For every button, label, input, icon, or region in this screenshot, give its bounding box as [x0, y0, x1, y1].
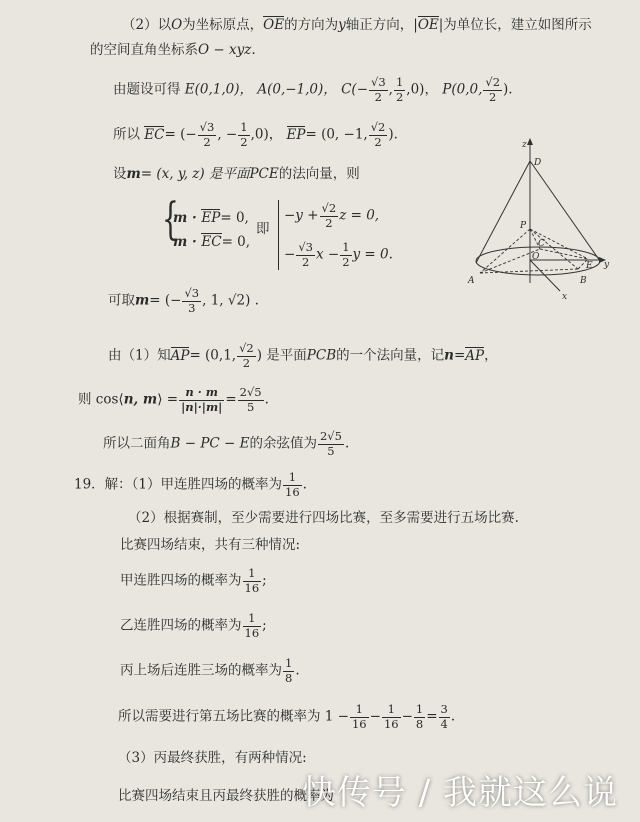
vector-EC: EC [144, 126, 165, 143]
fraction: $\frac{√3}{2}$ [298, 240, 313, 269]
fraction: $\frac{1}{16}$ [244, 566, 260, 595]
point-P: P(0,0, [442, 81, 483, 98]
fraction: $\frac{√3}{3}$ [184, 286, 200, 315]
text: |为单位长，建立如图所示 [438, 17, 592, 33]
fraction: $\frac{√3}{2}$ [371, 75, 386, 104]
label-O: O [532, 252, 540, 262]
paragraph-coordinate-system [90, 44, 256, 58]
label-y: y [604, 260, 610, 270]
problem-19-part1: 19．解：（1）甲连胜四场的概率为 $\frac{1}{16}$ . [74, 470, 307, 499]
fraction: $\frac{1}{8}$ [285, 656, 293, 685]
label-A: A [468, 276, 475, 286]
case-yi: 乙连胜四场的概率为 $\frac{1}{16}$ ; [120, 611, 267, 640]
text: 的空间直角坐标系 [90, 42, 198, 58]
label-E: E [586, 261, 593, 271]
vector-OE: OE [417, 17, 439, 33]
math-m: m [126, 166, 141, 182]
fraction: $\frac{1}{16}$ [351, 702, 367, 731]
label-C: C [538, 239, 545, 249]
text: 的方向为 [284, 17, 339, 33]
paragraph-cosine: 则 cos⟨n, m⟩ = $\frac{n \cdot m}{|n|\cdot|m|}$ = $\frac{2√5}{5}$ . [78, 385, 269, 414]
label-x: x [562, 292, 568, 302]
paragraph-dihedral-answer: 所以二面角B − PC − E的余弦值为 $\frac{2√5}{5}$ . [103, 429, 350, 458]
text: 为坐标原点， [182, 17, 264, 33]
z-arrow-icon [527, 138, 533, 145]
problem-19-part2: （2）根据赛制，至少需要进行四场比赛，至多需要进行五场比赛. [128, 510, 519, 526]
fraction: $\frac{1}{2}$ [395, 75, 404, 104]
left-brace: { [162, 194, 179, 245]
math-y: y [338, 17, 346, 33]
equation-row: −y + $\frac{√2}{2}$ z = 0, [284, 201, 380, 230]
point-A: A(0,−1,0)， [257, 81, 337, 98]
equation-row: m · EP= 0, [173, 210, 249, 226]
math-O: O [171, 17, 183, 33]
problem-19-part3-case: 比赛四场结束且丙最终获胜的概率为 [118, 788, 334, 804]
left-brace [278, 200, 279, 270]
fraction: $\frac{2√5}{5}$ [239, 385, 262, 414]
text: 由题设可得 [113, 81, 181, 98]
label-z: z [522, 140, 527, 150]
fraction: $\frac{√2}{2}$ [370, 120, 386, 149]
fraction: $\frac{√2}{2}$ [485, 75, 501, 104]
vector-OE: OE [263, 17, 285, 33]
fraction: $\frac{1}{2}$ [240, 120, 248, 149]
math-Oxyz: O − xyz [198, 42, 252, 58]
cone-figure [458, 133, 618, 303]
label-P: P [520, 221, 527, 231]
fraction: $\frac{1}{16}$ [383, 702, 399, 731]
text: 轴正方向，| [345, 17, 418, 33]
fraction: $\frac{√2}{2}$ [239, 341, 254, 370]
label-B: B [580, 276, 587, 286]
text: （2）以 [122, 17, 172, 33]
plane-PCE: PCE [249, 166, 279, 182]
vector-EP: EP [286, 126, 306, 143]
paragraph-normal-vector: 设m= (x, y, z) 是平面PCE的法向量，则 [113, 166, 360, 182]
case-jia: 甲连胜四场的概率为 $\frac{1}{16}$ ; [120, 566, 267, 595]
fraction: $\frac{√2}{2}$ [321, 201, 337, 230]
paragraph-vectors: 所以 EC= (− $\frac{√3}{2}$ , − $\frac{1}{2}$ ,0)， EP= (0, −1, $\frac{√2}{2}$ ). [113, 120, 398, 149]
paragraph-coordinate-setup [122, 16, 592, 33]
watermark: 快传号 / 我就这么说 [301, 773, 618, 813]
vector-AP: AP [465, 347, 485, 364]
case-bing: 丙上场后连胜三场的概率为 $\frac{1}{8}$ . [120, 656, 300, 685]
fraction: $\frac{1}{16}$ [285, 470, 300, 499]
vector-AP: AP [170, 347, 190, 364]
fraction: $\frac{1}{2}$ [342, 240, 350, 269]
fraction: $\frac{1}{16}$ [244, 611, 260, 640]
fraction: $\frac{1}{8}$ [415, 702, 424, 731]
problem-19-part3: （3）丙最终获胜，有两种情况: [118, 750, 307, 766]
text-ji: 即 [256, 221, 270, 237]
paragraph-normal-n: 由（1）知AP= (0,1, $\frac{√2}{2}$ ) 是平面PCB的一个法向量，记n=AP， [108, 341, 498, 370]
paragraph-choose-m: 可取m= (− $\frac{√3}{3}$ , 1, √2) . [108, 286, 259, 315]
label-D: D [534, 158, 542, 168]
point-C: C(− [341, 81, 369, 98]
fraction: $\frac{n \cdot m}{|n|\cdot|m|}$ [181, 385, 223, 414]
text: . [251, 42, 256, 58]
equation-row: − $\frac{√3}{2}$ x − $\frac{1}{2}$ y = 0. [284, 240, 393, 269]
fraction: $\frac{√3}{2}$ [199, 120, 215, 149]
point-E: E(0,1,0)， [184, 81, 254, 98]
fraction: $\frac{2√5}{5}$ [319, 429, 342, 458]
x-axis [530, 260, 560, 291]
fifth-game-probability: 所以需要进行第五场比赛的概率为 1 − $\frac{1}{16}$ − $\frac{1}{16}$ − $\frac{1}{8}$ = $\frac{3}{4}$ . [118, 702, 456, 731]
paragraph-point-coordinates: 由题设可得 E(0,1,0)， A(0,−1,0)， C(− $\frac{√3}{2}$ , $\frac{1}{2}$ ,0)， P(0,0, $\frac{√2}{2}$ ). [113, 75, 513, 104]
fraction: $\frac{3}{4}$ [440, 702, 448, 731]
problem-19-cases: 比赛四场结束，共有三种情况: [120, 537, 301, 553]
equation-row: m · EC= 0, [173, 234, 251, 250]
